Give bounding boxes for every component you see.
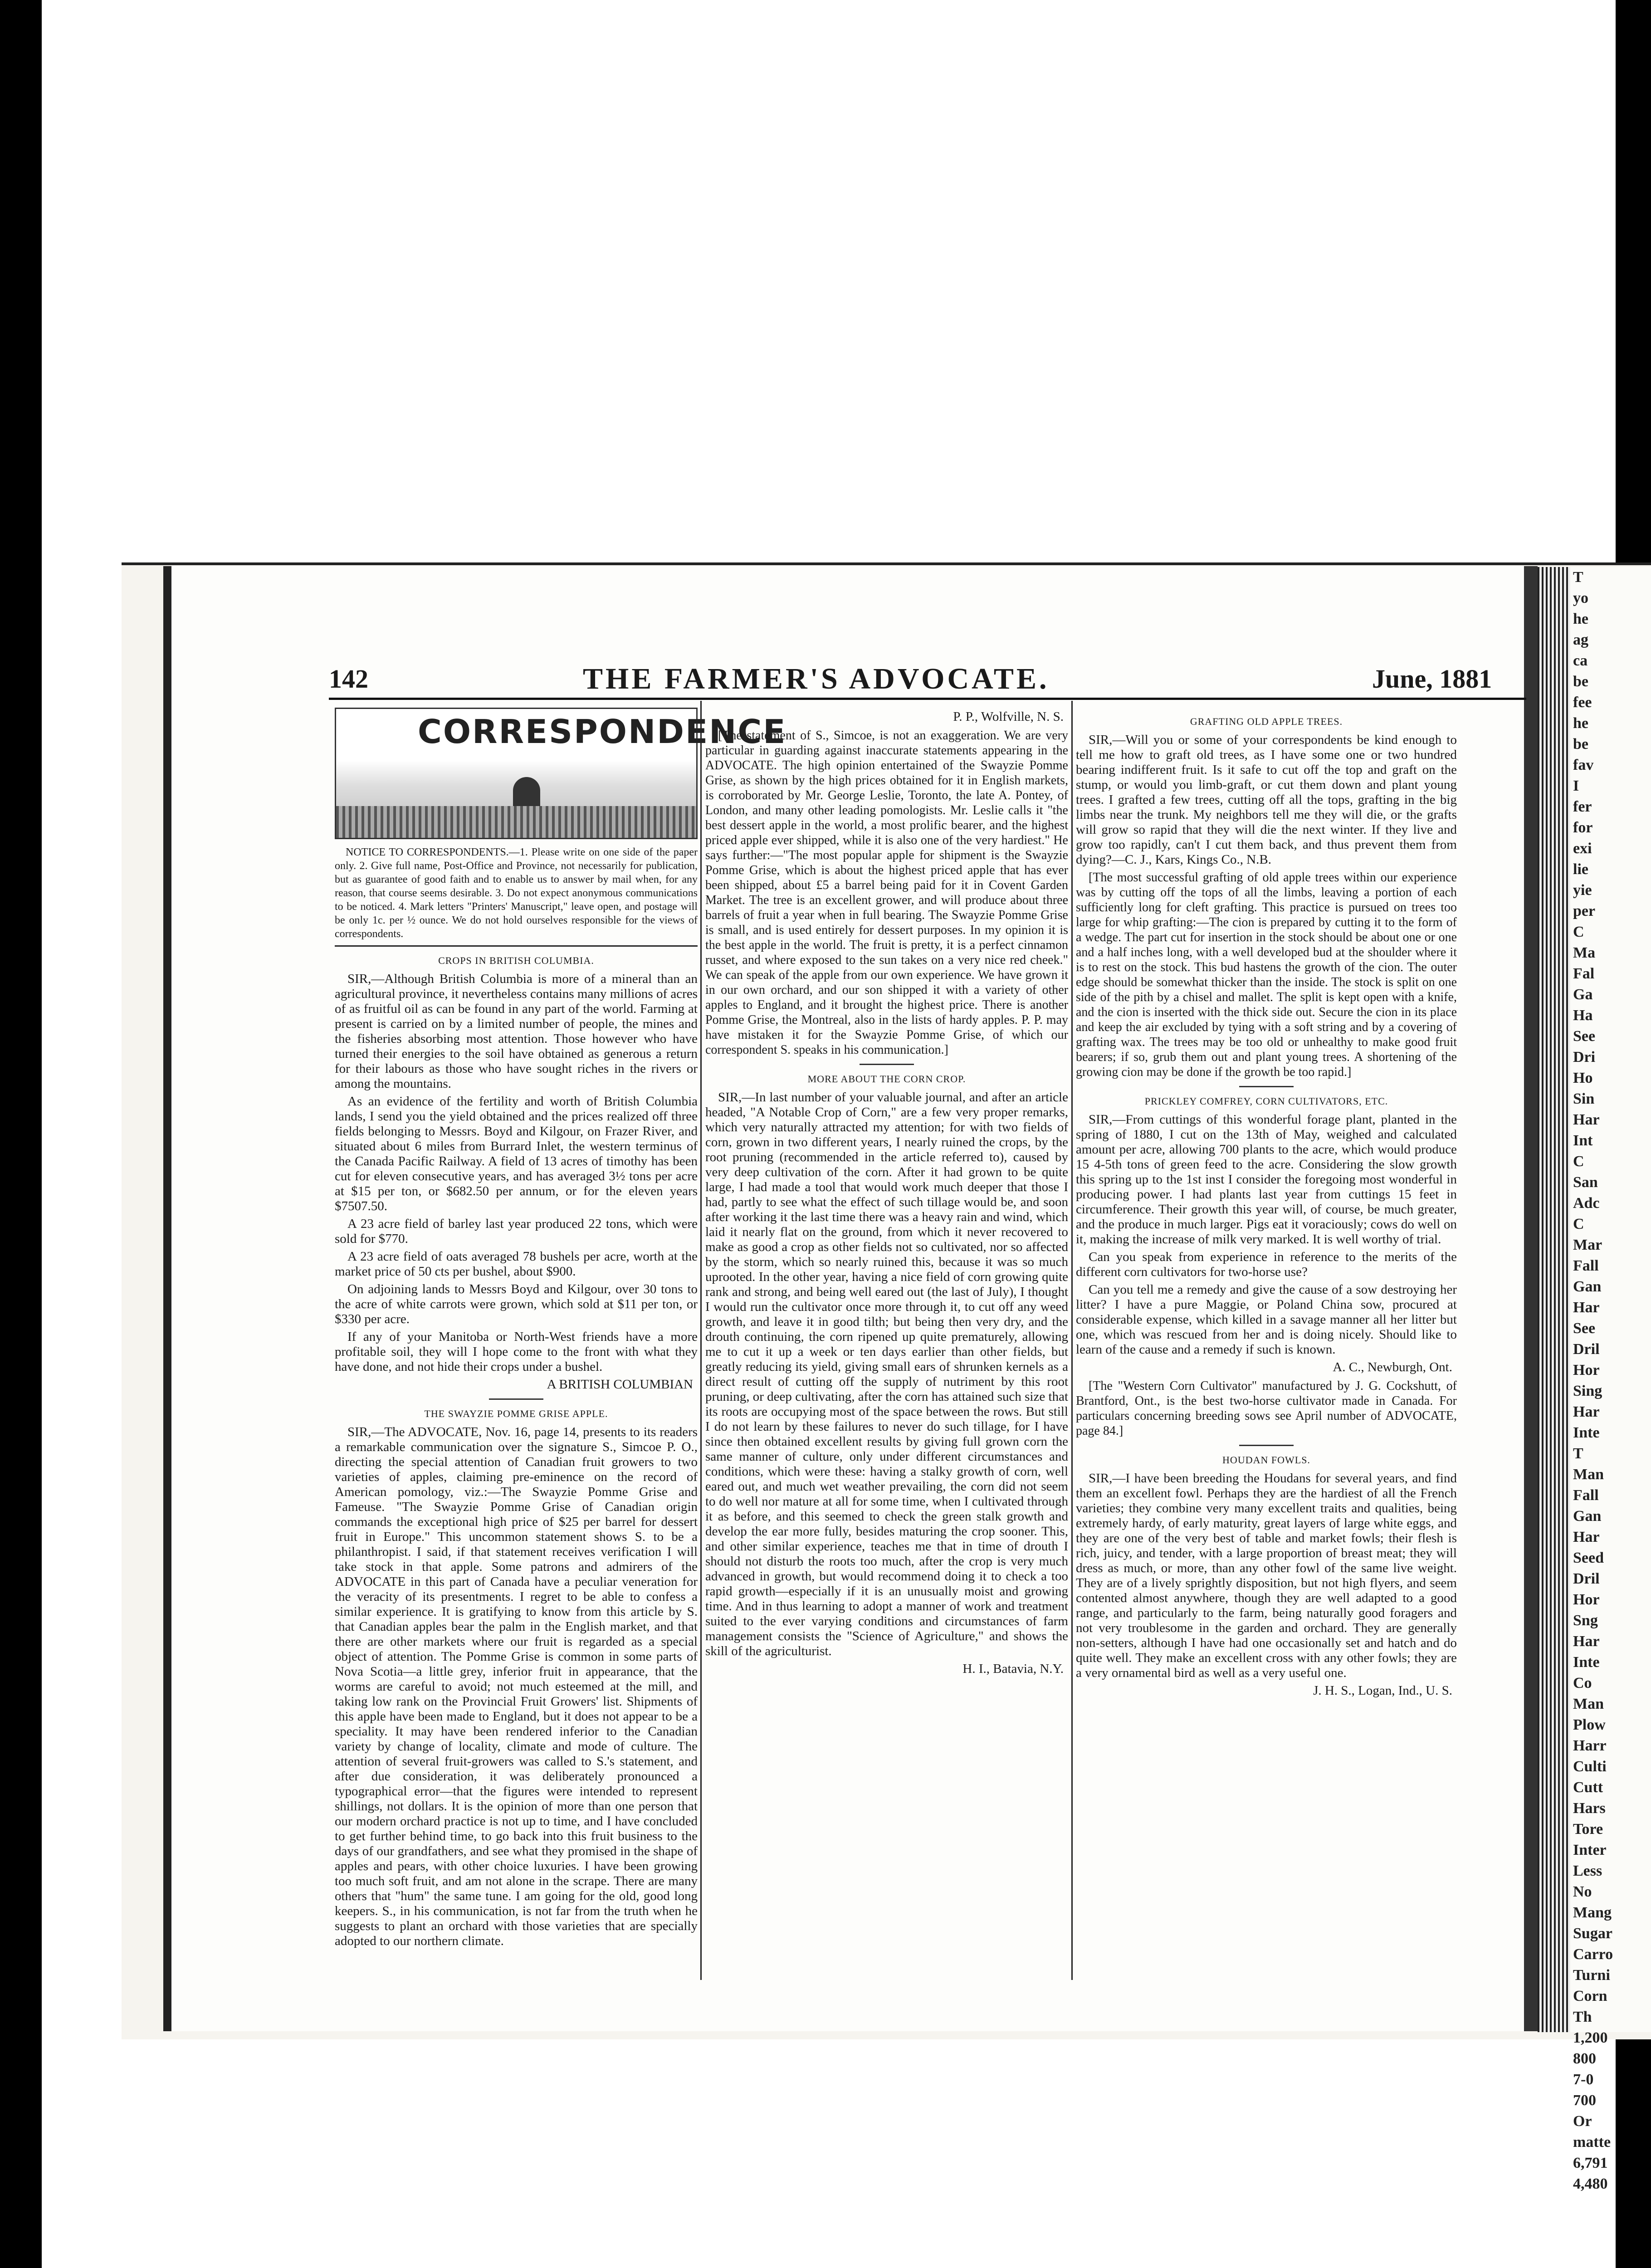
masthead: THE FARMER'S ADVOCATE.	[583, 662, 1050, 695]
fragment-text: yo	[1573, 590, 1588, 606]
adjacent-page-fragment	[1570, 567, 1651, 2192]
fragment-text: Turni	[1573, 1967, 1610, 1984]
fragment-text: 1,200	[1573, 2029, 1608, 2046]
article-paragraph: SIR,—From cuttings of this wonderful forage plant, planted in the spring of 1880, I cut on the 13th of May, weighed and calculated amount per acre, allowing 700 plants to the acre, which would produce 15 4-5th tons of green feed to the acre. Considering the slow growth this spring up to the 1st inst I consider the foregoing most wonderful in producing power. I had plants last year from cuttings 15 feet in circumference. Their growth this year will, of course, be much greater, and the produce in much larger. Pigs eat it voraciously; cows do well on it, making the increase of milk very marked. It is well worthy of trial.	[1076, 1112, 1457, 1246]
article-paragraph: SIR,—I have been breeding the Houdans for several years, and find them an excellent fowl. Perhaps they are the hardiest of all the French varieties; they combine very many excellent traits and qualities, being extremely hardy, of early maturity, great layers of large white eggs, and they are one of the very best of table and market fowls; their flesh is rich, juicy, and tender, with a large proportion of breast meat; they will dress as much, or more, than any other fowl of the same live weight. They are of a lively sprightly disposition, but not high flyers, and seem contented almost anywhere, though they are well adapted to a good range, and particularly to the farm, being naturally good foragers and not very troublesome in the garden and orchard. They are generally non-setters, although I have had one occasionally set and hatch and do quite well. They make an excellent cross with any other fowls; they are a very ornamental bird as well as a very useful one.	[1076, 1471, 1457, 1680]
fragment-text: 6,791	[1573, 2155, 1608, 2171]
editor-note: [The most successful grafting of old apple trees within our experience was by cutting off the tops of all the limbs, leaving a portion of each sufficiently long for cleft grafting. This practice is pursued on trees too large for whip grafting:—The cion is prepared by cutting it to the form of a wedge. The part cut for insertion in the stock should be about one or one and a half inches long, with a well developed bud at the shoulder where it is to rest on the stock. This bud hastens the growth of the cion. The outer edge should be somewhat thicker than the inside. The stock is split on one side of the pith by a chisel and mallet. The split is kept open with a knife, and the cion is inserted with the thick side out. Secure the cion in its place and keep the air excluded by tying with a soft string and by a covering of grafting wax. The trees may be too old or unhealthy to make good fruit bearers; if so, grub them out and plant young trees. A shortening of the growing cion may be done if the growth be too rapid.]	[1076, 870, 1457, 1079]
article-signature: A. C., Newburgh, Ont.	[1333, 1360, 1452, 1374]
article-signature: A BRITISH COLUMBIAN	[547, 1377, 693, 1392]
fragment-text: Har	[1573, 1111, 1600, 1128]
article-heading: MORE ABOUT THE CORN CROP.	[807, 1073, 966, 1085]
fragment-text: Ho	[1573, 1070, 1593, 1086]
fragment-text: C	[1573, 1216, 1584, 1232]
article-paragraph: Can you tell me a remedy and give the cause of a sow destroying her litter? I have a pure Maggie, or Poland China sow, procured at considerable expense, which killed in a savage manner all her litter but one, which was rescued from her and is doing nicely. Should like to learn of the cause and a remedy if such is known.	[1076, 1282, 1457, 1357]
article-heading: HOUDAN FOWLS.	[1222, 1454, 1310, 1466]
fragment-text: Gan	[1573, 1508, 1602, 1525]
article-body	[1076, 1471, 1457, 1681]
short-rule	[489, 1398, 543, 1400]
fragment-text: Har	[1573, 1529, 1600, 1545]
fragment-text: T	[1573, 1445, 1583, 1462]
fragment-text: Dri	[1573, 1049, 1596, 1066]
page-header	[329, 660, 1526, 696]
fragment-text: Harr	[1573, 1737, 1607, 1754]
notice-to-correspondents: NOTICE TO CORRESPONDENTS.—1. Please write on one side of the paper only. 2. Give full name, Post-Office and Province, not necessarily for publication, but as guarantee of good faith and to enable us to answer by mail when, for any reason, that course seems desirable. 3. Do not expect anonymous communications to be noticed. 4. Mark letters "Printers' Manuscript," leave open, and postage will be only 1c. per ½ ounce. We do not hold ourselves responsible for the views of correspondents.	[335, 846, 698, 940]
fragment-text: Ga	[1573, 986, 1593, 1003]
article-paragraph: If any of your Manitoba or North-West friends have a more profitable soil, they will I hope come to the front with what they have done, and not hide their crops under a bushel.	[335, 1330, 698, 1374]
fragment-text: Sing	[1573, 1383, 1602, 1399]
fragment-text: fav	[1573, 757, 1594, 773]
fragment-text: Cutt	[1573, 1779, 1603, 1796]
fragment-text: lie	[1573, 861, 1588, 878]
fragment-text: be	[1573, 736, 1588, 753]
fragment-text: Fall	[1573, 1257, 1599, 1274]
section-divider	[335, 945, 698, 947]
fragment-text: Gan	[1573, 1278, 1602, 1295]
fragment-text: Ma	[1573, 944, 1596, 961]
article-heading: CROPS IN BRITISH COLUMBIA.	[438, 955, 594, 966]
article-paragraph: Can you speak from experience in reference to the merits of the different corn cultivators for two-horse use?	[1076, 1250, 1457, 1279]
fragment-text: Sugar	[1573, 1925, 1612, 1942]
article-body	[335, 972, 698, 1374]
short-rule	[1239, 1445, 1294, 1446]
fragment-text: Fal	[1573, 965, 1595, 982]
article-body	[705, 1090, 1068, 1659]
fragment-text: exi	[1573, 840, 1592, 857]
article-paragraph: SIR,—In last number of your valuable journal, and after an article headed, "A Notable Crop of Corn," are a few very proper remarks, which very naturally attracted my attention; for with two fields of corn, grown in two different years, I nearly ruined the crops, by the root pruning (recommended in the article referred to), caused by very deep cultivation of the corn. After it had grown to be quite large, I had made a tool that would work much deeper that those I had, partly to see what the effect of such tillage would be, and soon after working it the last time there was a heavy rain and wind, which laid it nearly flat on the ground, from which it never recovered to make as good a crop as other fields not so cultivated, nor so affected by the storm, which so nearly ruined this, because it was so much uprooted. In the other year, having a nice field of corn growing quite rank and strong, and being well eared out (the last of July), I thought I would run the cultivator once more through it, to cut off any weed growth, and leave it in good tilth; but being then very dry, and the drouth continuing, the corn ripened up quite prematurely, allowing me to cut it up a week or ten days earlier than other fields, but greatly reducing its yield, giving small ears of shrunken kernels as a direct result of cutting off the supply of nutriment by this root pruning, or deep cultivating, after the corn has attained such size that its roots are occupying most of the space between the rows. But still I do not learn by these failures to never do such tillage, for I have since then obtained excellent results by giving full grown corn the same manner of culture, only under different circumstances and conditions, which were these: having a stalky growth of corn, well eared out, and much wet weather prevailing, the corn did not seem to do well nor mature at all for some time, when I cultivated through it as before, and this seemed to check the green stalk growth and develop the ear more fully, besides maturing the crop sooner. This, and other similar experience, teaches me that in time of drouth I should not disturb the roots too much, after the crop is very much advanced in growth, but would recommend doing it to check a too rapid growth—especially if it is an unusually moist and growing time. And in thus learning to adopt a manner of work and treatment suited to the ever varying conditions and circumstances of farm management consists the "Science of Agriculture," and shows the skill of the agriculturist.	[705, 1090, 1068, 1658]
column-rule	[1071, 701, 1073, 1980]
fragment-text: Inte	[1573, 1654, 1600, 1671]
fragment-text: Plow	[1573, 1716, 1606, 1733]
fragment-text: per	[1573, 903, 1596, 919]
fragment-text: I	[1573, 777, 1579, 794]
fragment-text: Th	[1573, 2009, 1592, 2025]
fragment-text: Mar	[1573, 1237, 1602, 1253]
field-illustration	[336, 806, 696, 838]
header-rule	[329, 698, 1526, 700]
fragment-text: Tore	[1573, 1821, 1603, 1838]
article-paragraph: On adjoining lands to Messrs Boyd and Kilgour, over 30 tons to the acre of white carrots were grown, which sold at $11 per ton, or $330 per acre.	[335, 1282, 698, 1326]
fragment-text: ca	[1573, 652, 1588, 669]
article-signature: P. P., Wolfville, N. S.	[953, 709, 1064, 724]
article-body	[1076, 733, 1457, 867]
fragment-text: Har	[1573, 1633, 1600, 1650]
fragment-text: Hars	[1573, 1800, 1606, 1817]
fragment-text: Mang	[1573, 1904, 1612, 1921]
article-body	[1076, 1112, 1457, 1357]
fragment-text: Hor	[1573, 1591, 1600, 1608]
fragment-text: Man	[1573, 1466, 1604, 1483]
article-heading: THE SWAYZIE POMME GRISE APPLE.	[424, 1408, 608, 1419]
page-number: 142	[329, 664, 368, 694]
short-rule	[1239, 1086, 1294, 1087]
article-paragraph: As an evidence of the fertility and worth of British Columbia lands, I send you the yield obtained and the prices realized off three fields belonging to Messrs. Boyd and Kilgour, on Frazer River, and situated about 6 miles from Burrard Inlet, the western terminus of the Canada Pacific Railway. A field of 13 acres of timothy has been cut for eleven consecutive years, and has averaged 3½ tons per acre at $15 per ton, or $682.50 per annum, or for the eleven years $7507.50.	[335, 1094, 698, 1213]
fragment-text: Dril	[1573, 1341, 1600, 1358]
fragment-text: Adc	[1573, 1195, 1600, 1212]
fragment-text: 7-0	[1573, 2071, 1594, 2088]
article-paragraph: A 23 acre field of barley last year produced 22 tons, which were sold for $770.	[335, 1217, 698, 1246]
fragment-text: Carro	[1573, 1946, 1613, 1963]
fragment-text: Culti	[1573, 1758, 1607, 1775]
fragment-text: Or	[1573, 2113, 1592, 2130]
fragment-text: No	[1573, 1883, 1592, 1900]
fragment-text: Dril	[1573, 1570, 1600, 1587]
article-heading: GRAFTING OLD APPLE TREES.	[1190, 716, 1343, 727]
article-body	[335, 1425, 698, 1949]
fragment-text: Inte	[1573, 1424, 1600, 1441]
article-heading: PRICKLEY COMFREY, CORN CULTIVATORS, ETC.	[1144, 1095, 1388, 1107]
fragment-text: Less	[1573, 1862, 1602, 1879]
fragment-text: Co	[1573, 1675, 1592, 1691]
column-2	[705, 708, 1068, 1680]
article-paragraph: SIR,—Although British Columbia is more of a mineral than an agricultural province, it nevertheless contains many millions of acres of as fruitful oil as can be found in any part of the world. Farming at present is carried on by a limited number of people, the mines and the fisheries absorbing most attention. Those however who have turned their energies to the soil have obtained as generous a return for their labours as those who have sought riches in the rivers or among the mountains.	[335, 972, 698, 1091]
article-paragraph: A 23 acre field of oats averaged 78 bushels per acre, worth at the market price of 50 cts per bushel, about $900.	[335, 1249, 698, 1279]
issue-date: June, 1881	[1372, 664, 1492, 694]
fragment-text: matte	[1573, 2134, 1611, 2151]
fragment-text: See	[1573, 1028, 1596, 1045]
fragment-text: for	[1573, 819, 1593, 836]
fragment-text: Ha	[1573, 1007, 1593, 1024]
banner-title: CORRESPONDENCE	[418, 713, 787, 751]
editor-note: [The statement of S., Simcoe, is not an exaggeration. We are very particular in guarding against inaccurate statements appearing in the ADVOCATE. The high opinion entertained of the Swayzie Pomme Grise, as shown by the high prices obtained for it in English markets, is corroborated by Mr. George Leslie, Toronto, the late A. Pontey, of London, and many other leading pomologists. Mr. Leslie calls it "the best dessert apple in the world, a most prolific bearer, and the highest priced apple ever shipped, while it is also one of the very hardiest." He says further:—"The most popular apple for shipment is the Swayzie Pomme Grise, which is about the highest priced apple that has ever been shipped, about £5 a barrel being paid for it in Covent Garden Market. The tree is an excellent grower, and will produce about three barrels of fruit a year when in full bearing. The Swayzie Pomme Grise is small, and is used entirely for dessert purposes. In my opinion it is the best apple in the world. The fruit is pretty, it is a perfect cinnamon russet, and where exposed to the sun takes on a very nice red cheek." We can speak of the apple from our own experience. We have grown it in our own orchard, and our son shipped it with a variety of other apples to England, and it brought the highest price. There is another Pomme Grise, the Montreal, also in the lists of hardy apples. P. P. may have mistaken it for the Swayzie Pomme Grise, of which our correspondent S. speaks in his communication.]	[705, 728, 1068, 1057]
article-paragraph: SIR,—The ADVOCATE, Nov. 16, page 14, presents to its readers a remarkable communication over the signature S., Simcoe P. O., directing the special attention of Canadian fruit growers to two varieties of apples, claiming pre-eminence on the record of American pomology, viz.:—The Swayzie Pomme Grise and Fameuse. "The Swayzie Pomme Grise of Canadian origin commands the exceptional high price of $25 per barrel for dessert fruit in Europe." This uncommon statement shows S. to be a philanthropist. I said, if that statement receives verification I will take stock in that apple. Some patrons and admirers of the ADVOCATE in this part of Canada have a peculiar veneration for the veracity of its presentments. I regret to be able to confess a similar experience. It is gratifying to know from this article by S. that Canadian apples bear the palm in the English market, and that there are other markets where our fruit is regarded as a special object of attention. The Pomme Grise is common in some parts of Nova Scotia—a little grey, inferior fruit in appearance, that the worms are careful to avoid; not much esteemed at the mill, and taking low rank on the Provincial Fruit Growers' list. Shipments of this apple have been made to England, but it does not appear to be a speciality. It may have been rendered inferior to the Canadian variety by change of locality, climate and mode of culture. The attention of several fruit-growers was called to S.'s statement, and after due consideration, it was deliberately pronounced a typographical error—that the figures were intended to represent shillings, not dollars. It is the opinion of more than one person that our modern orchard practice is not up to time, and I have concluded to get further behind time, to go back into this fruit business to the days of our grandfathers, and see what they promised in the shape of apples and pears, with other choice luxuries. I have been growing too much soft fruit, and am not alone in the scrape. There are many others that "hum" the same tune. I am going for the old, good long keepers. S., in his communication, is not far from the truth when he suggests to plant an orchard with those varieties that are specially adopted to our northern climate.	[335, 1425, 698, 1948]
fragment-text: Hor	[1573, 1362, 1600, 1378]
fragment-text: Har	[1573, 1299, 1600, 1316]
fragment-text: yie	[1573, 882, 1592, 899]
fragment-text: C	[1573, 924, 1584, 940]
fragment-text: he	[1573, 611, 1588, 627]
fragment-text: 700	[1573, 2092, 1596, 2109]
correspondence-banner	[335, 708, 787, 839]
fragment-text: Sng	[1573, 1612, 1598, 1629]
fragment-text: 800	[1573, 2050, 1596, 2067]
fragment-text: be	[1573, 673, 1588, 690]
fragment-text: Man	[1573, 1696, 1604, 1712]
fragment-text: 4,480	[1573, 2175, 1608, 2192]
fragment-text: T	[1573, 569, 1583, 586]
fragment-text: Corn	[1573, 1988, 1607, 2004]
fragment-text: Fall	[1573, 1487, 1599, 1504]
page-edges	[1538, 567, 1570, 2032]
fragment-text: C	[1573, 1153, 1584, 1170]
editor-note: [The "Western Corn Cultivator" manufactured by J. G. Cockshutt, of Brantford, Ont., is the best two-horse cultivator made in Canada. For particulars concerning breeding sows see April number of ADVOCATE, page 84.]	[1076, 1379, 1457, 1438]
fragment-text: See	[1573, 1320, 1596, 1337]
fragment-text: fee	[1573, 694, 1592, 711]
fragment-text: Int	[1573, 1132, 1593, 1149]
article-signature: H. I., Batavia, N.Y.	[962, 1662, 1064, 1676]
fragment-text: ag	[1573, 631, 1588, 648]
column-1	[335, 708, 787, 1951]
fragment-text: fer	[1573, 798, 1592, 815]
column-rule	[700, 701, 702, 1980]
fragment-text: Sin	[1573, 1090, 1595, 1107]
column-3	[1076, 708, 1457, 1702]
short-rule	[860, 1064, 914, 1065]
fragment-text: San	[1573, 1174, 1598, 1191]
fragment-text: he	[1573, 715, 1588, 732]
fragment-text: Inter	[1573, 1842, 1607, 1858]
article-paragraph: SIR,—Will you or some of your correspondents be kind enough to tell me how to graft old trees, as I have some one or two hundred bearing indifferent fruit. Is it safe to cut off the top and graft on the stump, or would you limb-graft, or cut them down and plant young trees. I grafted a few trees, cutting off all the tops, grafting in the big limbs near the trunk. My neighbors tell me they will die, or the grafts will grow so rapid that they will die the next winter. If they live and grow too rapidly, can't I cut them back, and thus prevent them from dying?—C. J., Kars, Kings Co., N.B.	[1076, 733, 1457, 867]
fragment-text: Seed	[1573, 1549, 1604, 1566]
article-signature: J. H. S., Logan, Ind., U. S.	[1313, 1683, 1452, 1698]
fragment-text: Har	[1573, 1403, 1600, 1420]
